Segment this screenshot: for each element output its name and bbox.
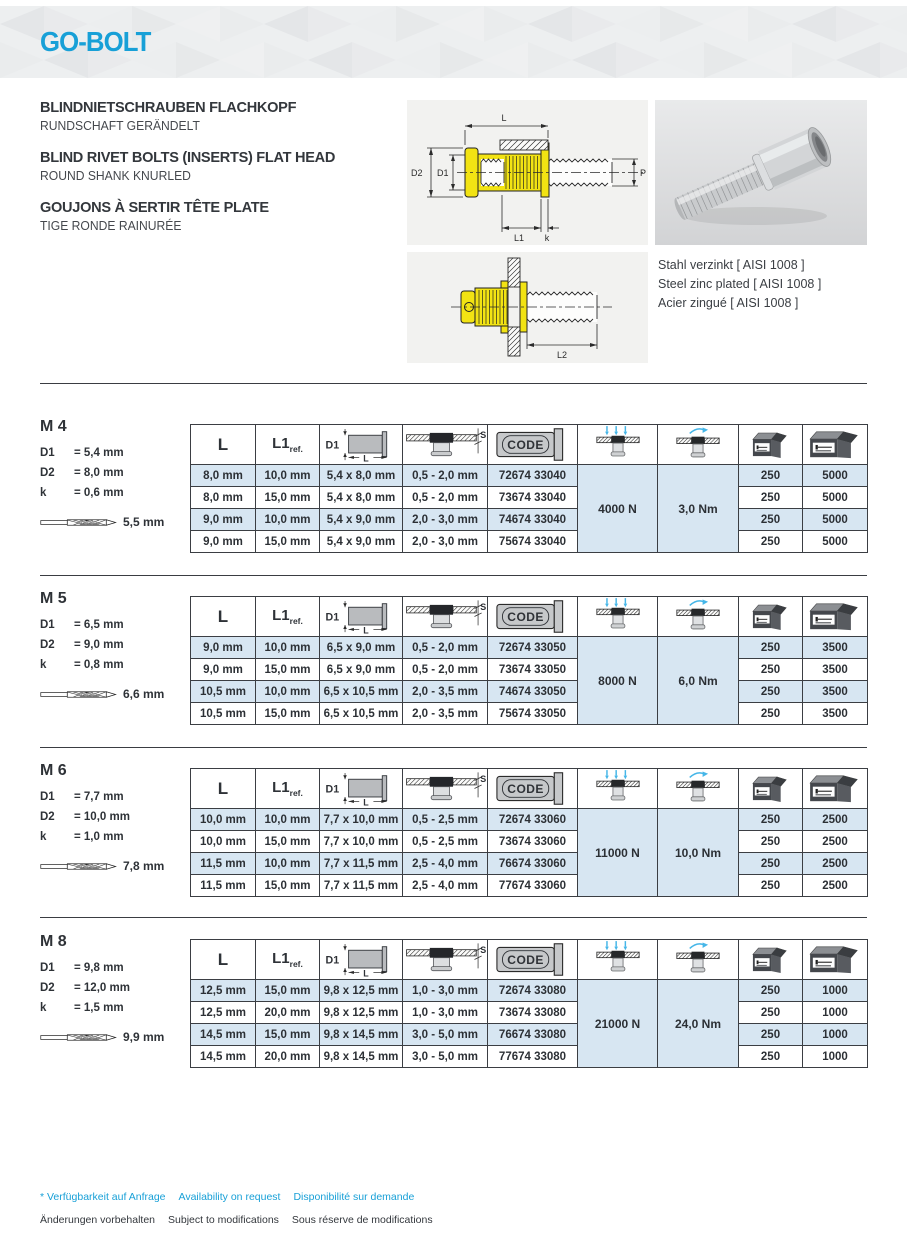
col-l1-ref: $L1_{ref.}$ [256, 597, 320, 637]
cell-grip-range: 0,5 - 2,5 mm [403, 809, 488, 831]
grip-range-icon [403, 597, 488, 637]
d1-dimension-icon [320, 597, 403, 637]
param-value: = 1,5 mm [74, 1002, 124, 1014]
size-label-block [40, 418, 185, 529]
drill-size: 6,6 mm [123, 687, 165, 701]
param-key: k [40, 831, 47, 843]
cell-qty-carton: 2500 [803, 875, 868, 897]
cell-qty-carton: 1000 [803, 1046, 868, 1068]
cell-qty-carton: 5000 [803, 465, 868, 487]
cell-l1: 15,0 mm [256, 831, 320, 853]
cell-qty-box: 250 [739, 831, 803, 853]
cell-qty-box: 250 [739, 1002, 803, 1024]
cell-code: 73674 33060 [488, 831, 578, 853]
cell-grip-range: 3,0 - 5,0 mm [403, 1046, 488, 1068]
drill-bit-icon [40, 1032, 118, 1043]
cell-l1: 15,0 mm [256, 980, 320, 1002]
size-table [190, 939, 868, 1068]
drill-size: 5,5 mm [123, 515, 165, 529]
section-divider [40, 917, 867, 918]
param-row [40, 958, 185, 978]
table-row [191, 531, 868, 553]
col-length: L [191, 597, 256, 637]
small-box-icon [739, 940, 803, 980]
cell-code: 75674 33040 [488, 531, 578, 553]
svg-text:D1: D1 [325, 783, 340, 796]
cell-l1: 15,0 mm [256, 703, 320, 725]
cell-grip-range: 0,5 - 2,0 mm [403, 659, 488, 681]
cell-qty-box: 250 [739, 531, 803, 553]
material-spec [658, 256, 821, 313]
size-table [190, 768, 868, 897]
title-group-en [40, 149, 400, 183]
material-en: Steel zinc plated [ AISI 1008 ] [658, 277, 822, 291]
title-group-fr [40, 199, 400, 233]
cell-d1xl: 5,4 x 8,0 mm [320, 465, 403, 487]
col-length: L [191, 940, 256, 980]
cell-qty-box: 250 [739, 875, 803, 897]
torque-icon [658, 769, 739, 809]
drill-size-row [40, 1030, 164, 1044]
title-de: BLINDNIETSCHRAUBEN FLACHKOPF [40, 99, 297, 116]
table-row [191, 659, 868, 681]
cell-length: 9,0 mm [191, 659, 256, 681]
cell-length: 10,5 mm [191, 681, 256, 703]
cell-qty-carton: 1000 [803, 1024, 868, 1046]
cell-code: 75674 33050 [488, 703, 578, 725]
availability-de: * Verfügbarkeit auf Anfrage [40, 1191, 166, 1203]
cell-d1xl: 7,7 x 11,5 mm [320, 853, 403, 875]
large-box-icon [803, 940, 868, 980]
param-value: = 7,7 mm [74, 791, 124, 803]
cell-code: 72674 33060 [488, 809, 578, 831]
cell-l1: 15,0 mm [256, 487, 320, 509]
table-row [191, 853, 868, 875]
cell-code: 77674 33060 [488, 875, 578, 897]
svg-text:S: S [480, 945, 487, 956]
param-key: D1 [40, 962, 55, 974]
cell-d1xl: 5,4 x 8,0 mm [320, 487, 403, 509]
cell-d1xl: 6,5 x 9,0 mm [320, 659, 403, 681]
cell-l1: 20,0 mm [256, 1046, 320, 1068]
cell-grip-range: 0,5 - 2,5 mm [403, 831, 488, 853]
cell-torque: 10,0 Nm [658, 809, 739, 897]
param-key: k [40, 1002, 47, 1014]
cell-length: 10,5 mm [191, 703, 256, 725]
cell-length: 10,0 mm [191, 809, 256, 831]
cell-torque: 6,0 Nm [658, 637, 739, 725]
cell-length: 8,0 mm [191, 487, 256, 509]
param-key: D1 [40, 447, 55, 459]
cell-length: 11,5 mm [191, 875, 256, 897]
cell-grip-range: 2,0 - 3,0 mm [403, 531, 488, 553]
size-name: M 4 [40, 418, 67, 435]
availability-fr: Disponibilité sur demande [293, 1191, 415, 1203]
cell-code: 73674 33050 [488, 659, 578, 681]
subtitle-de: RUNDSCHAFT GERÄNDELT [40, 119, 200, 133]
param-key: D2 [40, 467, 55, 479]
cell-tensile-force: 4000 N [578, 465, 658, 553]
svg-text:D1: D1 [437, 168, 449, 178]
cell-code: 73674 33040 [488, 487, 578, 509]
drill-size-row [40, 687, 164, 701]
param-row [40, 998, 185, 1018]
cell-length: 9,0 mm [191, 509, 256, 531]
cell-qty-carton: 1000 [803, 980, 868, 1002]
cell-qty-carton: 1000 [803, 1002, 868, 1024]
modifications-fr: Sous réserve de modifications [291, 1214, 433, 1226]
param-value: = 8,0 mm [74, 467, 124, 479]
cell-length: 11,5 mm [191, 853, 256, 875]
size-section [40, 931, 867, 1083]
grip-range-icon [403, 940, 488, 980]
svg-text:L2: L2 [556, 350, 568, 360]
param-value: = 5,4 mm [74, 447, 124, 459]
svg-text:CODE: CODE [506, 610, 544, 625]
table-row [191, 1046, 868, 1068]
product-photo [655, 100, 867, 245]
size-section [40, 588, 867, 740]
header-banner [0, 6, 907, 78]
cell-qty-box: 250 [739, 681, 803, 703]
large-box-icon [803, 769, 868, 809]
cell-qty-box: 250 [739, 487, 803, 509]
size-label-block [40, 933, 185, 1044]
svg-text:k: k [544, 233, 550, 243]
cell-code: 76674 33080 [488, 1024, 578, 1046]
modifications-note [40, 1214, 433, 1226]
param-key: k [40, 487, 47, 499]
section-view-drawing [407, 100, 648, 245]
param-value: = 0,8 mm [74, 659, 124, 671]
table-row [191, 509, 868, 531]
cell-l1: 20,0 mm [256, 1002, 320, 1024]
cell-qty-box: 250 [739, 853, 803, 875]
size-name: M 6 [40, 762, 67, 779]
cell-grip-range: 1,0 - 3,0 mm [403, 1002, 488, 1024]
pull-force-icon [578, 769, 658, 809]
cell-grip-range: 2,0 - 3,5 mm [403, 681, 488, 703]
cell-d1xl: 7,7 x 11,5 mm [320, 875, 403, 897]
col-l1-ref: $L1_{ref.}$ [256, 425, 320, 465]
param-row [40, 827, 185, 847]
cell-code: 72674 33050 [488, 637, 578, 659]
drill-bit-icon [40, 861, 118, 872]
d1-dimension-icon [320, 769, 403, 809]
cell-qty-box: 250 [739, 1024, 803, 1046]
param-row [40, 655, 185, 675]
cell-qty-carton: 3500 [803, 659, 868, 681]
param-key: D2 [40, 639, 55, 651]
cell-qty-box: 250 [739, 509, 803, 531]
size-label-block [40, 590, 185, 701]
cell-l1: 15,0 mm [256, 1024, 320, 1046]
table-row [191, 831, 868, 853]
size-name: M 8 [40, 933, 67, 950]
cell-qty-carton: 5000 [803, 509, 868, 531]
cell-l1: 10,0 mm [256, 809, 320, 831]
cell-qty-box: 250 [739, 703, 803, 725]
cell-code: 74674 33040 [488, 509, 578, 531]
pull-force-icon [578, 940, 658, 980]
torque-icon [658, 425, 739, 465]
param-key: k [40, 659, 47, 671]
param-key: D2 [40, 982, 55, 994]
table-header-row [191, 597, 868, 637]
torque-icon [658, 597, 739, 637]
table-row [191, 637, 868, 659]
svg-text:L: L [363, 796, 369, 807]
product-titles [40, 99, 400, 249]
modifications-de: Änderungen vorbehalten [40, 1214, 156, 1226]
cell-grip-range: 2,5 - 4,0 mm [403, 853, 488, 875]
cell-d1xl: 9,8 x 14,5 mm [320, 1024, 403, 1046]
cell-d1xl: 7,7 x 10,0 mm [320, 809, 403, 831]
technical-drawing-section [407, 100, 648, 245]
table-row [191, 875, 868, 897]
code-tag-icon [488, 597, 578, 637]
cell-qty-carton: 3500 [803, 637, 868, 659]
drill-size-row [40, 515, 164, 529]
cell-qty-carton: 2500 [803, 809, 868, 831]
code-tag-icon [488, 769, 578, 809]
svg-text:L1: L1 [513, 233, 525, 243]
cell-grip-range: 2,0 - 3,5 mm [403, 703, 488, 725]
size-section [40, 416, 867, 568]
cell-qty-box: 250 [739, 637, 803, 659]
cell-length: 8,0 mm [191, 465, 256, 487]
param-value: = 9,8 mm [74, 962, 124, 974]
cell-length: 10,0 mm [191, 831, 256, 853]
cell-l1: 10,0 mm [256, 637, 320, 659]
cell-qty-carton: 2500 [803, 831, 868, 853]
brand-logo: GO-BOLT [40, 26, 151, 57]
cell-qty-carton: 3500 [803, 703, 868, 725]
svg-text:CODE: CODE [506, 782, 544, 797]
small-box-icon [739, 425, 803, 465]
cell-d1xl: 9,8 x 12,5 mm [320, 1002, 403, 1024]
svg-text:L: L [363, 452, 369, 463]
cell-d1xl: 9,8 x 12,5 mm [320, 980, 403, 1002]
section-divider [40, 575, 867, 576]
drill-size: 7,8 mm [123, 859, 165, 873]
svg-text:S: S [480, 774, 487, 785]
size-section [40, 760, 867, 912]
cell-code: 74674 33050 [488, 681, 578, 703]
cell-d1xl: 9,8 x 14,5 mm [320, 1046, 403, 1068]
cell-tensile-force: 21000 N [578, 980, 658, 1068]
size-table [190, 596, 868, 725]
torque-icon [658, 940, 739, 980]
svg-text:CODE: CODE [506, 438, 544, 453]
cell-code: 76674 33060 [488, 853, 578, 875]
code-tag-icon [488, 425, 578, 465]
cell-qty-box: 250 [739, 465, 803, 487]
table-header-row [191, 425, 868, 465]
cell-length: 9,0 mm [191, 531, 256, 553]
pull-force-icon [578, 425, 658, 465]
table-header-row [191, 940, 868, 980]
cell-qty-carton: 3500 [803, 681, 868, 703]
svg-text:S: S [480, 602, 487, 613]
cell-grip-range: 1,0 - 3,0 mm [403, 980, 488, 1002]
param-row [40, 463, 185, 483]
size-label-block [40, 762, 185, 873]
param-row [40, 807, 185, 827]
cell-grip-range: 3,0 - 5,0 mm [403, 1024, 488, 1046]
param-row [40, 443, 185, 463]
availability-en: Availability on request [178, 1191, 281, 1203]
cell-torque: 24,0 Nm [658, 980, 739, 1068]
cell-tensile-force: 11000 N [578, 809, 658, 897]
cell-d1xl: 7,7 x 10,0 mm [320, 831, 403, 853]
installed-view-drawing [407, 252, 648, 363]
small-box-icon [739, 597, 803, 637]
cell-d1xl: 6,5 x 10,5 mm [320, 681, 403, 703]
large-box-icon [803, 597, 868, 637]
svg-text:D1: D1 [325, 439, 340, 452]
title-group-de [40, 99, 400, 133]
table-row [191, 487, 868, 509]
cell-l1: 10,0 mm [256, 509, 320, 531]
code-tag-icon [488, 940, 578, 980]
param-row [40, 635, 185, 655]
title-fr: GOUJONS À SERTIR TÊTE PLATE [40, 199, 269, 216]
section-divider [40, 747, 867, 748]
svg-text:L: L [501, 113, 507, 123]
modifications-en: Subject to modifications [168, 1214, 279, 1226]
d1-dimension-icon [320, 425, 403, 465]
cell-torque: 3,0 Nm [658, 465, 739, 553]
cell-qty-box: 250 [739, 1046, 803, 1068]
small-box-icon [739, 769, 803, 809]
svg-text:CODE: CODE [506, 953, 544, 968]
param-row [40, 978, 185, 998]
cell-grip-range: 0,5 - 2,0 mm [403, 487, 488, 509]
table-row [191, 980, 868, 1002]
cell-code: 77674 33080 [488, 1046, 578, 1068]
param-row [40, 615, 185, 635]
svg-text:D1: D1 [325, 954, 340, 967]
size-name: M 5 [40, 590, 67, 607]
svg-text:P: P [640, 168, 647, 178]
cell-length: 12,5 mm [191, 980, 256, 1002]
cell-l1: 15,0 mm [256, 531, 320, 553]
title-en: BLIND RIVET BOLTS (INSERTS) FLAT HEAD [40, 149, 336, 166]
cell-qty-carton: 5000 [803, 487, 868, 509]
svg-text:S: S [480, 430, 487, 441]
cell-qty-carton: 2500 [803, 853, 868, 875]
table-row [191, 1002, 868, 1024]
table-row [191, 1024, 868, 1046]
cell-l1: 15,0 mm [256, 659, 320, 681]
cell-l1: 15,0 mm [256, 875, 320, 897]
cell-grip-range: 0,5 - 2,0 mm [403, 465, 488, 487]
col-l1-ref: $L1_{ref.}$ [256, 940, 320, 980]
availability-note [40, 1191, 414, 1203]
cell-code: 72674 33080 [488, 980, 578, 1002]
cell-qty-box: 250 [739, 980, 803, 1002]
drill-bit-icon [40, 517, 118, 528]
svg-text:D1: D1 [325, 611, 340, 624]
rivet-bolt-photo-illustration [655, 100, 867, 245]
drill-bit-icon [40, 689, 118, 700]
cell-qty-carton: 5000 [803, 531, 868, 553]
material-de: Stahl verzinkt [ AISI 1008 ] [658, 258, 805, 272]
param-value: = 1,0 mm [74, 831, 124, 843]
cell-grip-range: 2,5 - 4,0 mm [403, 875, 488, 897]
d1-dimension-icon [320, 940, 403, 980]
cell-length: 14,5 mm [191, 1046, 256, 1068]
cell-tensile-force: 8000 N [578, 637, 658, 725]
svg-text:L: L [363, 624, 369, 635]
table-row [191, 809, 868, 831]
drill-size-row [40, 859, 164, 873]
grip-range-icon [403, 425, 488, 465]
table-row [191, 465, 868, 487]
param-key: D1 [40, 791, 55, 803]
svg-text:L: L [363, 967, 369, 978]
cell-qty-box: 250 [739, 659, 803, 681]
table-row [191, 703, 868, 725]
cell-code: 73674 33080 [488, 1002, 578, 1024]
cell-l1: 10,0 mm [256, 681, 320, 703]
param-key: D2 [40, 811, 55, 823]
large-box-icon [803, 425, 868, 465]
param-value: = 0,6 mm [74, 487, 124, 499]
param-row [40, 787, 185, 807]
param-key: D1 [40, 619, 55, 631]
section-divider [40, 383, 867, 384]
cell-length: 14,5 mm [191, 1024, 256, 1046]
cell-d1xl: 6,5 x 9,0 mm [320, 637, 403, 659]
param-value: = 12,0 mm [74, 982, 130, 994]
material-fr: Acier zingué [ AISI 1008 ] [658, 296, 799, 310]
cell-length: 9,0 mm [191, 637, 256, 659]
param-value: = 10,0 mm [74, 811, 130, 823]
cell-qty-box: 250 [739, 809, 803, 831]
cell-l1: 10,0 mm [256, 465, 320, 487]
drill-size: 9,9 mm [123, 1030, 165, 1044]
grip-range-icon [403, 769, 488, 809]
cell-d1xl: 6,5 x 10,5 mm [320, 703, 403, 725]
table-row [191, 681, 868, 703]
col-l1-ref: $L1_{ref.}$ [256, 769, 320, 809]
cell-d1xl: 5,4 x 9,0 mm [320, 531, 403, 553]
col-length: L [191, 769, 256, 809]
subtitle-fr: TIGE RONDE RAINURÉE [40, 219, 182, 233]
svg-text:D2: D2 [411, 168, 423, 178]
table-header-row [191, 769, 868, 809]
param-value: = 9,0 mm [74, 639, 124, 651]
size-table [190, 424, 868, 553]
cell-length: 12,5 mm [191, 1002, 256, 1024]
cell-l1: 10,0 mm [256, 853, 320, 875]
col-length: L [191, 425, 256, 465]
cell-grip-range: 2,0 - 3,0 mm [403, 509, 488, 531]
installed-drawing-section [407, 252, 648, 363]
param-row [40, 483, 185, 503]
cell-d1xl: 5,4 x 9,0 mm [320, 509, 403, 531]
param-value: = 6,5 mm [74, 619, 124, 631]
cell-grip-range: 0,5 - 2,0 mm [403, 637, 488, 659]
subtitle-en: ROUND SHANK KNURLED [40, 169, 191, 183]
cell-code: 72674 33040 [488, 465, 578, 487]
pull-force-icon [578, 597, 658, 637]
